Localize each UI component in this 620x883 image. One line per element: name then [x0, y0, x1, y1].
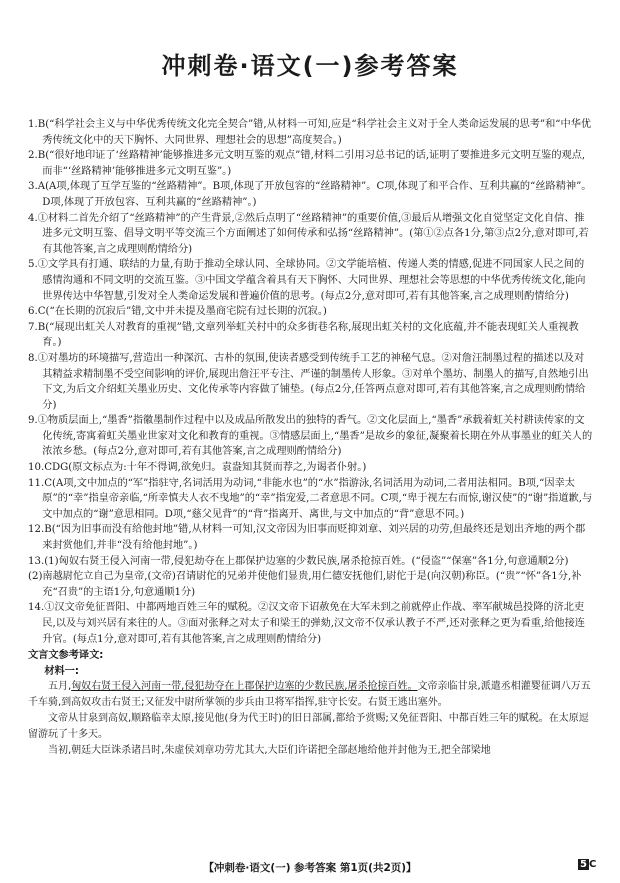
page-title: 冲刺卷·语文(一)参考答案 [161, 52, 459, 80]
answer-6: 6.C(“在长期的沉寂后”错,文中并未提及墨商宅院有过长期的沉寂。) [28, 306, 327, 318]
page-footer: 【冲刺卷·语文(一) 参考答案 第1页(共2页)】 [203, 862, 417, 874]
translation-paragraph-1 [28, 679, 594, 711]
material-title: 材料一: [44, 665, 79, 677]
translation-p1-underlined: 匈奴右贤王侵入河南一带,侵犯劫夺在上郡保护边塞的少数民族,屠杀抢掠百姓。 [71, 681, 418, 693]
translation-paragraph-2: 文帝从甘泉到高奴,顺路临幸太原,接见他(身为代王时)的旧日部属,都给予赏赐;又免征晋阳、中都百姓三年的赋税。在太原逗留游玩了十多天。 [28, 712, 589, 740]
answer-8: 8.①对墨坊的环境描写,营造出一种深沉、古朴的氛围,使读者感受到传统手工艺的神秘气息。②对詹汪制墨过程的描述以及对其精益求精制墨不受空间影响的评价,展现出詹汪平专注、严谨的制墨传人形象。③对单个墨坊、制墨人的描写,自然地引出下文,为后文介绍虹关墨业历史、文化传承等内容做了铺垫。(每点2分,任答两点意对即可,若有其他答案,言之成理则酌情给分) [28, 352, 589, 411]
answer-content [28, 117, 594, 758]
translation-p1-after: 文帝亲临甘泉,派遣丞相灌婴征调八万五千车骑,到高奴攻击右贤王;又征发中尉所掌领的步兵由卫将军指挥,驻守长安。右贤王逃出塞外。 [28, 681, 591, 709]
answer-5: 5.①文学具有打通、联结的力量,有助于推动全球认同、全球协同。②文学能培植、传递人类的情感,促进不同国家人民之间的感情沟通和不同文明的交流互鉴。③中国文学蕴含着具有天下胸怀、大同世界、理想社会等思想的中华优秀传统文化,能向世界传达中华智慧,引发对全人类命运发展和普遍价值的思考。(每点2分,意对即可,若有其他答案,言之成理则酌情给分) [28, 259, 586, 302]
answer-1: 1.B(“科学社会主义与中华优秀传统文化完全契合”错,从材料一可知,应是“科学社会主义对于全人类命运发展的思考”和“中华优秀传统文化中的天下胸怀、大同世界、理想社会的思想”高度契合。) [28, 119, 592, 146]
answer-3: 3.A(A项,体现了互学互鉴的“丝路精神”。B项,体现了开放包容的“丝路精神”。C项,体现了和平合作、互利共赢的“丝路精神”。D项,体现了开放包容、互利共赢的“丝路精神”。) [28, 181, 592, 208]
answer-11: 11.C(A项,文中加点的“军”指驻守,名词活用为动词,“非能水也”的“水”指游泳,名词活用为动词,二者用法相同。B项,“因幸太原”的“幸”指皇帝亲临,“所幸慎夫人衣不曳地”的“幸”指宠爱,二者意思不同。C项,“卑于视左右而惊,谢汉使”的“谢”指道歉,与文中加点的“谢”意思相同。D项,“慈父见背”的“背”指离开、离世,与文中加点的“背”意思不同。) [28, 477, 593, 520]
answer-4: 4.①材料二首先介绍了“丝路精神”的产生背景,②然后点明了“丝路精神”的重要价值,③最后从增强文化自觉坚定文化自信、推进多元文明互鉴、倡导文明平等交流三个方面阐述了如何传承和弘扬“丝路精神”。(第①②点各1分,第③点2分,意对即可,若有其他答案,言之成理则酌情给分) [28, 212, 589, 255]
answer-13-2: (2)南越尉佗立自己为皇帝,(文帝)召请尉佗的兄弟并使他们显贵,用仁德安抚他们,尉佗于是(向汉朝)称臣。(“贵”“怀”各1分,补充“召贵”的主语1分,句意通顺1分) [28, 571, 582, 598]
answer-14: 14.①汉文帝免征晋阳、中都两地百姓三年的赋税。②汉文帝下诏赦免在大军未到之前就停止作战、率军献城邑投降的济北吏民,以及与刘兴居有来往的人。③面对张释之对太子和梁王的弹劾,汉文帝不仅承认教子不严,还对张释之更为看重,给他接连升官。(每点1分,意对即可,若有其他答案,言之成理则酌情给分) [28, 602, 585, 645]
translation-p1-before: 五月, [48, 681, 72, 693]
answer-12: 12.B(“因为旧事而没有给他封地”错,从材料一可知,汉文帝因为旧事而贬抑刘章、刘兴居的功劳,但最终还是划出齐地的两个郡来封赏他们,并非“没有给他封地”。) [28, 524, 586, 552]
answer-7: 7.B(“展现出虹关人对教育的重视”错,文章列举虹关村中的众多街巷名称,展现出虹关村的文化底蕴,并不能表现虹关人重视教育。) [28, 321, 579, 349]
badge-box: 5 [580, 859, 587, 870]
answer-2: 2.B(“很好地印证了‘丝路精神’能够推进多元文明互鉴的观点”错,材料二引用习总书记的话,证明了要推进多元文明互鉴的观点,而非“‘丝路精神’能够推进多元文明互鉴”。) [28, 150, 586, 177]
answer-10: 10.CDG(原文标点为:十年不得调,欲免归。袁盎知其贤而荐之,为谒者仆射。) [28, 462, 367, 474]
answer-13-1: 13.(1)匈奴右贤王侵入河南一带,侵犯劫夺在上郡保护边塞的少数民族,屠杀抢掠百姓。(“侵盗”“保塞”各1分,句意通顺2分) [28, 555, 569, 567]
translation-paragraph-3: 当初,朝廷大臣诛杀诸吕时,朱虚侯刘章功劳尤其大,大臣们许诺把全部赵地给他并封他为王,把全部梁地 [48, 744, 491, 756]
translation-heading: 文言文参考译文: [28, 650, 104, 662]
badge-letter: C [588, 859, 597, 870]
answer-9: 9.①物质层面上,“墨香”指徽墨制作过程中以及成品所散发出的独特的香气。②文化层面上,“墨香”承载着虹关村耕读传家的文化传统,寄寓着虹关墨业世家对文化和教育的重视。③情感层面上,“墨香”是故乡的象征,凝聚着长期在外从事墨业的虹关人的浓浓乡愁。(每点2分,意对即可,若有其他答案,言之成理则酌情给分) [28, 415, 593, 458]
version-badge [578, 859, 596, 870]
